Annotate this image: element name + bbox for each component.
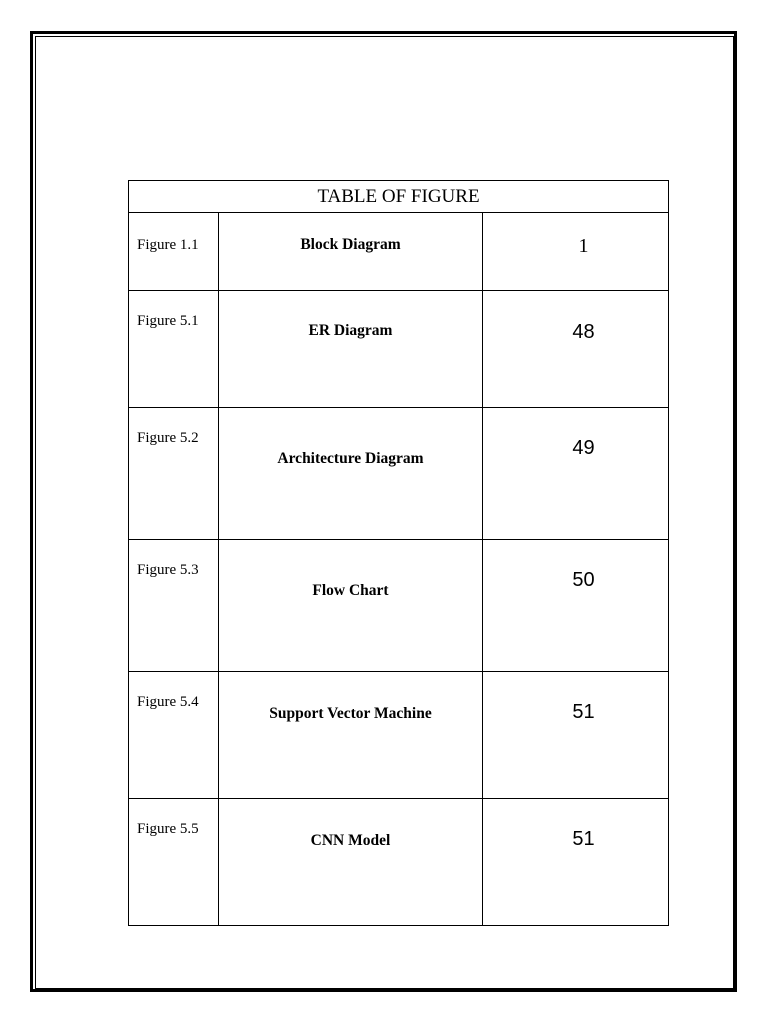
- table-row: [129, 540, 669, 672]
- figure-name: ER Diagram: [219, 291, 483, 408]
- page-number: 48: [483, 291, 669, 408]
- figure-number: Figure 5.1: [129, 291, 219, 408]
- figure-number: Figure 1.1: [129, 213, 219, 291]
- page-number: 50: [483, 540, 669, 672]
- page-number: 51: [483, 672, 669, 799]
- figure-name: Support Vector Machine: [219, 672, 483, 799]
- page-number: 1: [483, 213, 669, 291]
- figure-number: Figure 5.2: [129, 408, 219, 540]
- figure-name: CNN Model: [219, 799, 483, 926]
- figure-number: Figure 5.5: [129, 799, 219, 926]
- table-row: [129, 799, 669, 926]
- page-number: 49: [483, 408, 669, 540]
- figure-number: Figure 5.3: [129, 540, 219, 672]
- table-row: [129, 672, 669, 799]
- table-title-row: [129, 181, 669, 213]
- table-row: [129, 408, 669, 540]
- table-row: [129, 213, 669, 291]
- page-number: 51: [483, 799, 669, 926]
- figure-name: Flow Chart: [219, 540, 483, 672]
- table-of-figures: [128, 180, 669, 926]
- table-row: [129, 291, 669, 408]
- figure-name: Block Diagram: [219, 213, 483, 291]
- figure-name: Architecture Diagram: [219, 408, 483, 540]
- table-title: TABLE OF FIGURE: [129, 181, 669, 213]
- figure-number: Figure 5.4: [129, 672, 219, 799]
